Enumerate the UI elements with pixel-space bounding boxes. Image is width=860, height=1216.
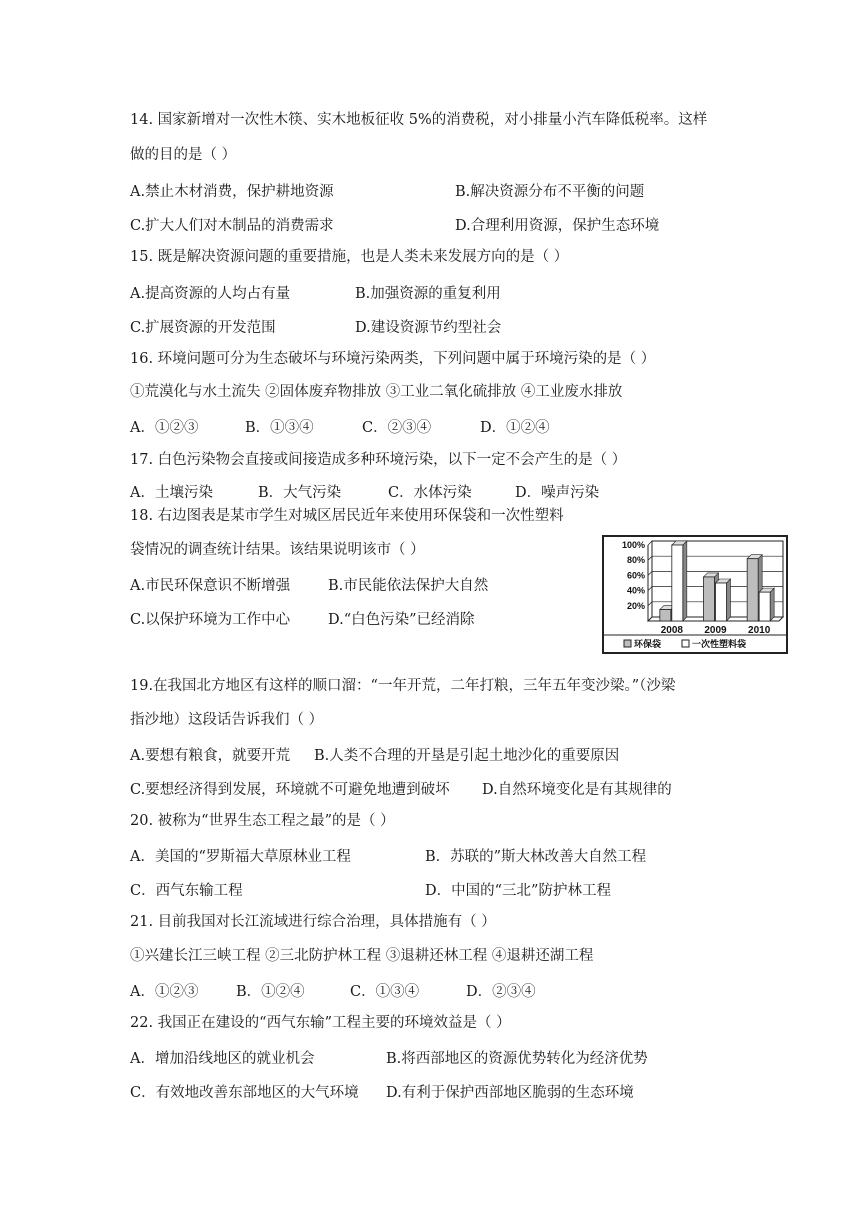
question-18-option-d: D.“白色污染”已经消除 (328, 612, 475, 628)
question-16-stem-line-2: ①荒漠化与水土流失 ②固体废弃物排放 ③工业二氧化硫排放 ④工业废水排放 (130, 384, 623, 400)
question-17-option-c: C．水体污染 (388, 485, 472, 501)
chart-legend-label: 一次性塑料袋 (692, 640, 747, 650)
question-18-option-b: B.市民能依法保护大自然 (328, 578, 489, 594)
question-21-stem-line-2: ①兴建长江三峡工程 ②三北防护林工程 ③退耕还林工程 ④退耕还湖工程 (130, 948, 594, 964)
chart-bar-plastic-bag-2010 (759, 592, 770, 621)
question-18-option-a: A.市民环保意识不断增强 (130, 578, 291, 594)
question-20-option-c: C．西气东输工程 (130, 883, 243, 899)
chart-bar-eco-bag-2009 (704, 577, 715, 621)
chart-bar-eco-bag-2010 (747, 559, 758, 621)
question-21-option-c: C．①③④ (350, 984, 420, 1000)
question-22-stem: 22. 我国正在建设的“西气东输”工程主要的环境效益是（ ） (130, 1015, 511, 1031)
bag-usage-chart-svg (604, 537, 786, 652)
question-20-stem: 20. 被称为“世界生态工程之最”的是（ ） (130, 813, 395, 829)
chart-bar-side (683, 541, 687, 621)
question-22-option-d: D.有利于保护西部地区脆弱的生态环境 (386, 1085, 634, 1101)
question-16-option-d: D．①②④ (480, 420, 550, 436)
question-22-option-b: B.将西部地区的资源优势转化为经济优势 (386, 1051, 648, 1067)
chart-y-tick-label: 80% (626, 555, 645, 566)
question-16-stem-line-1: 16. 环境问题可分为生态破坏与环境污染两类，下列问题中属于环境污染的是（ ） (130, 351, 656, 367)
question-21-option-a: A．①②③ (130, 984, 199, 1000)
chart-y-tick-label: 20% (626, 600, 645, 611)
question-15-option-b: B.加强资源的重复利用 (355, 286, 501, 302)
chart-gridline-depth (648, 541, 652, 545)
chart-gridline-depth (648, 587, 652, 591)
question-16-option-c: C．②③④ (362, 420, 432, 436)
question-18-stem-line-2: 袋情况的调查统计结果。该结果说明该市（ ） (130, 542, 425, 558)
question-17-stem: 17. 白色污染物会直接或间接造成多种环境污染，以下一定不会产生的是（ ） (130, 452, 627, 468)
question-19-option-a: A.要想有粮食，就要开荒 (130, 748, 291, 764)
question-19-option-d: D.自然环境变化是有其规律的 (482, 782, 672, 798)
question-20-option-d: D．中国的“三北”防护林工程 (425, 883, 611, 899)
question-14-option-a: A.禁止木材消费，保护耕地资源 (130, 184, 334, 200)
question-19-stem-line-1: 19.在我国北方地区有这样的顺口溜：“一年开荒，二年打粮，三年五年变沙梁。”（沙梁 (130, 678, 676, 694)
question-14-stem-line-1: 14. 国家新增对一次性木筷、实木地板征收 5%的消费税，对小排量小汽车降低税率。这样 (130, 112, 708, 128)
chart-bar-plastic-bag-2009 (716, 583, 727, 621)
chart-y-tick-label: 100% (621, 540, 645, 550)
question-15-stem: 15. 既是解决资源问题的重要措施，也是人类未来发展方向的是（ ） (130, 249, 569, 265)
chart-gridline-depth (648, 571, 652, 575)
question-14-stem-line-2: 做的目的是（ ） (130, 147, 237, 163)
question-21-option-d: D．②③④ (466, 984, 536, 1000)
question-22-option-a: A．增加沿线地区的就业机会 (130, 1051, 315, 1067)
chart-bar-plastic-bag-2008 (672, 545, 683, 621)
bag-usage-chart (602, 535, 788, 654)
question-14-option-b: B.解决资源分布不平衡的问题 (455, 184, 645, 200)
chart-x-tick-label: 2009 (704, 625, 727, 636)
question-15-option-d: D.建设资源节约型社会 (355, 320, 502, 336)
question-22-option-c: C．有效地改善东部地区的大气环境 (130, 1085, 359, 1101)
chart-gridline-depth (648, 556, 652, 560)
question-18-option-c: C.以保护环境为工作中心 (130, 612, 291, 628)
chart-legend-swatch (624, 640, 631, 647)
chart-x-tick-label: 2008 (660, 625, 683, 636)
question-19-option-c: C.要想经济得到发展，环境就不可避免地遭到破坏 (130, 782, 450, 798)
question-17-option-d: D．噪声污染 (515, 485, 600, 501)
question-15-option-a: A.提高资源的人均占有量 (130, 286, 291, 302)
chart-bar-eco-bag-2008 (660, 610, 671, 621)
question-15-option-c: C.扩展资源的开发范围 (130, 320, 276, 336)
question-14-option-d: D.合理利用资源，保护生态环境 (455, 218, 660, 234)
chart-y-tick-label: 60% (626, 570, 645, 581)
question-18-stem-line-1: 18. 右边图表是某市学生对城区居民近年来使用环保袋和一次性塑料 (130, 508, 564, 524)
question-20-option-b: B．苏联的”斯大林改善大自然工程 (425, 849, 647, 865)
question-17-option-a: A．土壤污染 (130, 485, 213, 501)
question-21-stem-line-1: 21. 目前我国对长江流域进行综合治理，具体措施有（ ） (130, 914, 496, 930)
question-17-option-b: B．大气污染 (258, 485, 342, 501)
chart-legend-label: 环保袋 (634, 640, 662, 650)
question-19-option-b: B.人类不合理的开垦是引起土地沙化的重要原因 (314, 748, 620, 764)
question-20-option-a: A．美国的“罗斯福大草原林业工程 (130, 849, 351, 865)
question-16-option-a: A．①②③ (130, 420, 199, 436)
question-19-stem-line-2: 指沙地）这段话告诉我们（ ） (130, 712, 324, 728)
chart-x-tick-label: 2010 (748, 625, 771, 636)
question-14-option-c: C.扩大人们对木制品的消费需求 (130, 218, 334, 234)
chart-legend-swatch (682, 640, 689, 647)
chart-y-tick-label: 40% (626, 585, 645, 596)
chart-bar-side (770, 588, 774, 621)
chart-bar-side (727, 579, 731, 621)
chart-gridline-depth (648, 602, 652, 606)
question-16-option-b: B．①③④ (245, 420, 314, 436)
question-21-option-b: B．①②④ (236, 984, 305, 1000)
